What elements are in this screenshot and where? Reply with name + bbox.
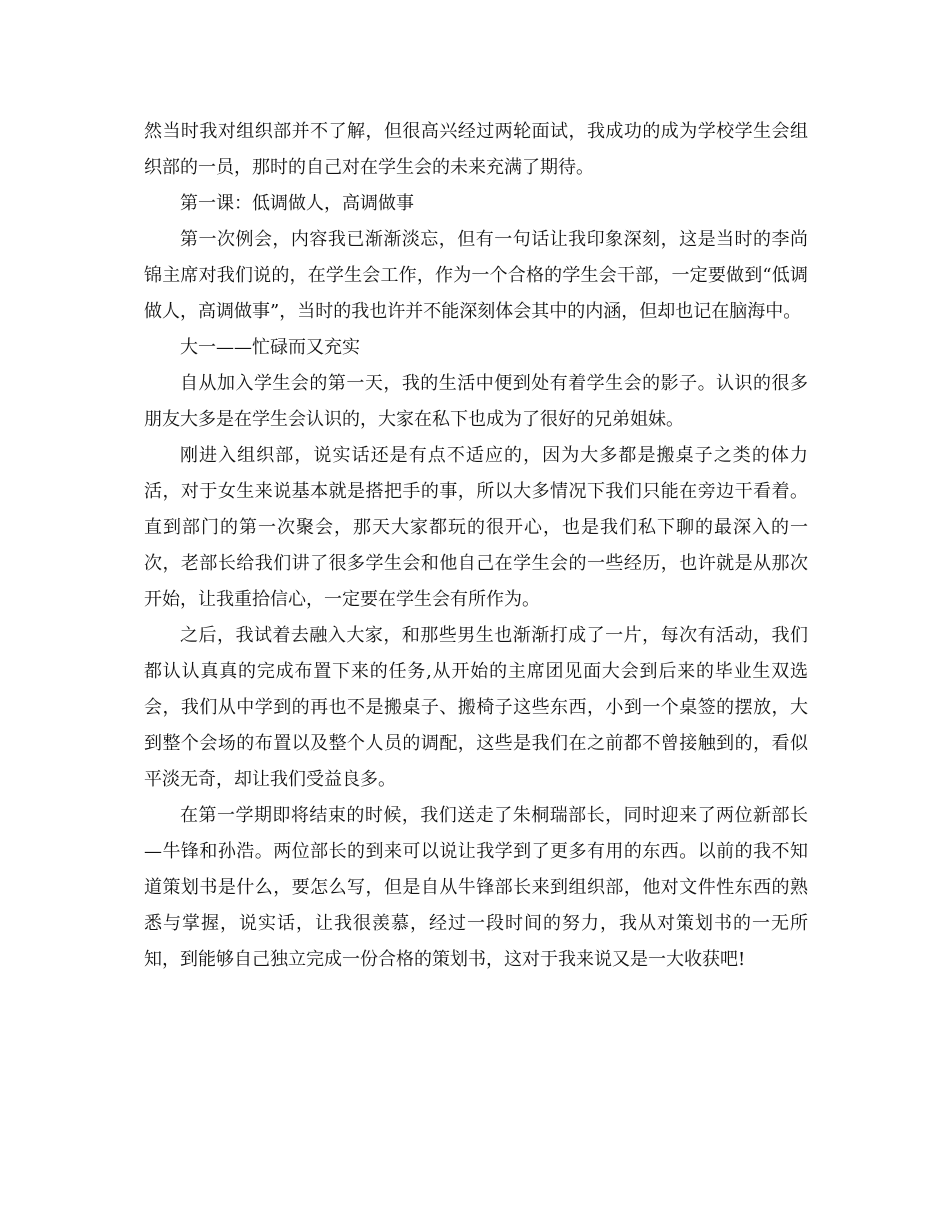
document-body	[144, 114, 808, 978]
paragraph-1: 然当时我对组织部并不了解，但很高兴经过两轮面试，我成功的成为学校学生会组织部的一员，那时的自己对在学生会的未来充满了期待。	[144, 121, 808, 178]
paragraph-5: 之后，我试着去融入大家，和那些男生也渐渐打成了一片，每次有活动，我们都认认真真的完成布置下来的任务,从开始的主席团见面大会到后来的毕业生双选会，我们从中学到的再也不是搬桌子、搬椅子这些东西，小到一个桌签的摆放，大到整个会场的布置以及整个人员的调配，这些是我们在之前都不曾接触到的，看似平淡无奇，却让我们受益良多。	[144, 625, 808, 790]
paragraph-2: 第一次例会，内容我已渐渐淡忘，但有一句话让我印象深刻，这是当时的李尚锦主席对我们说的，在学生会工作，作为一个合格的学生会干部，一定要做到“低调做人，高调做事”，当时的我也许并不能深刻体会其中的内涵，但却也记在脑海中。	[144, 229, 808, 322]
section-heading-first-lesson: 第一课：低调做人，高调做事	[180, 193, 414, 214]
section-heading-freshman-year: 大一——忙碌而又充实	[180, 337, 360, 358]
paragraph-6: 在第一学期即将结束的时候，我们送走了朱桐瑞部长，同时迎来了两位新部长—牛锋和孙浩。两位部长的到来可以说让我学到了更多有用的东西。以前的我不知道策划书是什么，要怎么写，但是自从牛锋部长来到组织部，他对文件性东西的熟悉与掌握，说实话，让我很羡慕，经过一段时间的努力，我从对策划书的一无所知，到能够自己独立完成一份合格的策划书，这对于我来说又是一大收获吧!	[144, 805, 808, 970]
paragraph-3: 自从加入学生会的第一天，我的生活中便到处有着学生会的影子。认识的很多朋友大多是在学生会认识的，大家在私下也成为了很好的兄弟姐妹。	[144, 373, 808, 430]
paragraph-4: 刚进入组织部，说实话还是有点不适应的，因为大多都是搬桌子之类的体力活，对于女生来说基本就是搭把手的事，所以大多情况下我们只能在旁边干看着。直到部门的第一次聚会，那天大家都玩的很开心，也是我们私下聊的最深入的一次，老部长给我们讲了很多学生会和他自己在学生会的一些经历，也许就是从那次开始，让我重拾信心，一定要在学生会有所作为。	[144, 445, 808, 610]
